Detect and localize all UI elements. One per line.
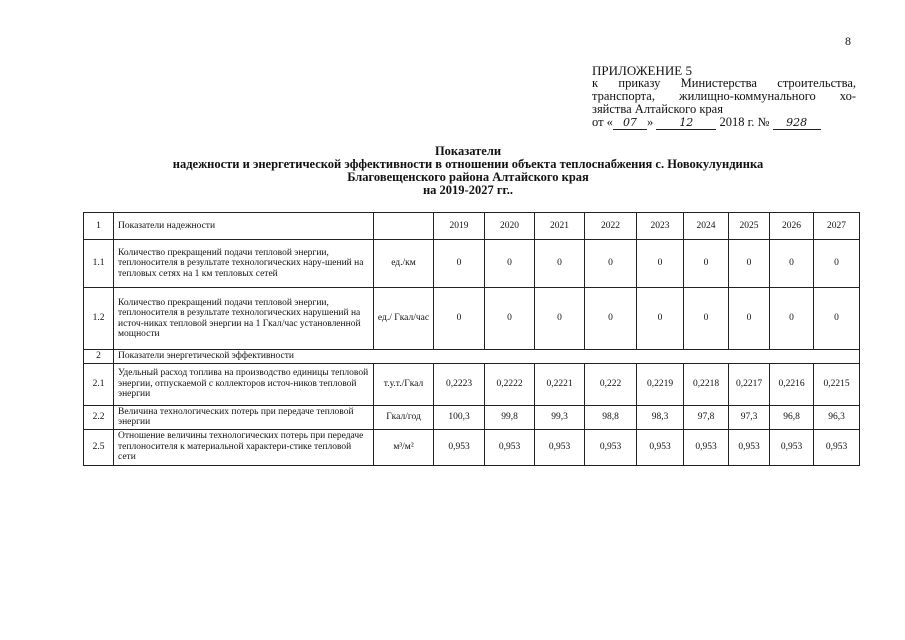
row-value: 0,2216	[770, 363, 814, 405]
row-value: 0	[770, 288, 814, 350]
header-year: 2025	[729, 213, 770, 240]
row-value: 0,2218	[684, 363, 729, 405]
table-header-row	[84, 213, 860, 240]
row-name: Отношение величины технологических потерь при передаче теплоносителя к материальной характери-стике тепловой сети	[114, 429, 374, 465]
row-value: 0	[535, 288, 585, 350]
row-value: 99,3	[535, 405, 585, 429]
appendix-line-3: зяйства Алтайского края	[592, 102, 723, 116]
heading-line-1: Показатели	[434, 144, 502, 158]
row-name: Количество прекращений подачи тепловой энергии, теплоносителя в результате технологических нарушений на источ-никах тепловой энергии на 1 Гкал/час установленной мощности	[114, 288, 374, 350]
row-name: Количество прекращений подачи тепловой энергии, теплоносителя в результате технологических нару-шений на тепловых сетях на 1 км тепловых сетей	[114, 240, 374, 288]
row-value: 0	[637, 240, 684, 288]
header-name: Показатели надежности	[114, 213, 374, 240]
row-value: 0,2223	[434, 363, 485, 405]
appendix-line-2: транспорта, жилищно-коммунального хо-	[592, 89, 856, 103]
row-num: 1.2	[84, 288, 114, 350]
header-year: 2022	[585, 213, 637, 240]
row-value: 0	[814, 288, 860, 350]
row-unit: Гкал/год	[374, 405, 434, 429]
row-unit: ед./км	[374, 240, 434, 288]
row-value: 0,2221	[535, 363, 585, 405]
row-value: 98,8	[585, 405, 637, 429]
row-value: 0	[814, 240, 860, 288]
header-year: 2026	[770, 213, 814, 240]
header-year: 2027	[814, 213, 860, 240]
row-num: 2.5	[84, 429, 114, 465]
row-value: 0,953	[684, 429, 729, 465]
document-heading	[118, 145, 818, 197]
header-unit	[374, 213, 434, 240]
row-value: 0	[535, 240, 585, 288]
section-name: Показатели энергетической эффективности	[114, 350, 860, 364]
row-value: 0,953	[585, 429, 637, 465]
heading-line-3: Благовещенского района Алтайского края	[347, 170, 589, 184]
row-value: 100,3	[434, 405, 485, 429]
header-year: 2020	[485, 213, 535, 240]
appendix-line-1: к приказу Министерства строительства,	[592, 76, 856, 90]
header-year: 2024	[684, 213, 729, 240]
row-value: 97,3	[729, 405, 770, 429]
row-value: 0	[729, 240, 770, 288]
row-name: Удельный расход топлива на производство единицы тепловой энергии, отпускаемой с коллекторов источ-ников тепловой энергии	[114, 363, 374, 405]
row-value: 0,2222	[485, 363, 535, 405]
row-num: 2.2	[84, 405, 114, 429]
table-row	[84, 240, 860, 288]
table-row	[84, 363, 860, 405]
handwritten-month: 12	[656, 116, 716, 130]
row-value: 98,3	[637, 405, 684, 429]
heading-line-4: на 2019-2027 гг..	[422, 183, 514, 197]
handwritten-day: 07	[613, 116, 647, 130]
table-row	[84, 429, 860, 465]
row-value: 0	[485, 288, 535, 350]
date-prefix: от «	[592, 115, 613, 129]
row-value: 0,953	[535, 429, 585, 465]
row-name: Величина технологических потерь при передаче тепловой энергии	[114, 405, 374, 429]
row-value: 0,953	[485, 429, 535, 465]
page-number: 8	[845, 34, 851, 48]
row-value: 0	[637, 288, 684, 350]
header-year: 2019	[434, 213, 485, 240]
header-year: 2023	[637, 213, 684, 240]
row-value: 0	[684, 288, 729, 350]
appendix-title: ПРИЛОЖЕНИЕ 5	[592, 63, 692, 78]
table-section-row	[84, 350, 860, 364]
row-value: 0	[585, 288, 637, 350]
row-value: 0,2219	[637, 363, 684, 405]
table-row	[84, 288, 860, 350]
row-value: 0	[770, 240, 814, 288]
appendix-block	[592, 64, 856, 130]
row-value: 97,8	[684, 405, 729, 429]
row-value: 0	[729, 288, 770, 350]
heading-line-2: надежности и энергетической эффективности в отношении объекта теплоснабжения с. Новокулундинка	[172, 157, 764, 171]
row-unit: м³/м²	[374, 429, 434, 465]
header-num: 1	[84, 213, 114, 240]
row-value: 0	[434, 288, 485, 350]
row-value: 96,8	[770, 405, 814, 429]
row-value: 0	[585, 240, 637, 288]
row-value: 0	[485, 240, 535, 288]
table-row	[84, 405, 860, 429]
date-year: 2018 г. №	[719, 115, 770, 129]
section-num: 2	[84, 350, 114, 364]
row-value: 96,3	[814, 405, 860, 429]
handwritten-number: 928	[773, 116, 821, 130]
row-value: 0,953	[814, 429, 860, 465]
row-value: 0,953	[770, 429, 814, 465]
row-num: 1.1	[84, 240, 114, 288]
row-unit: т.у.т./Гкал	[374, 363, 434, 405]
row-num: 2.1	[84, 363, 114, 405]
row-value: 0	[434, 240, 485, 288]
row-value: 0,2217	[729, 363, 770, 405]
row-value: 0,953	[729, 429, 770, 465]
indicators-table	[83, 212, 860, 466]
row-unit: ед./ Гкал/час	[374, 288, 434, 350]
header-year: 2021	[535, 213, 585, 240]
appendix-dateline	[592, 116, 856, 130]
row-value: 0	[684, 240, 729, 288]
row-value: 0,953	[637, 429, 684, 465]
row-value: 0,2215	[814, 363, 860, 405]
row-value: 0,953	[434, 429, 485, 465]
row-value: 99,8	[485, 405, 535, 429]
date-mid: »	[646, 115, 654, 129]
row-value: 0,222	[585, 363, 637, 405]
